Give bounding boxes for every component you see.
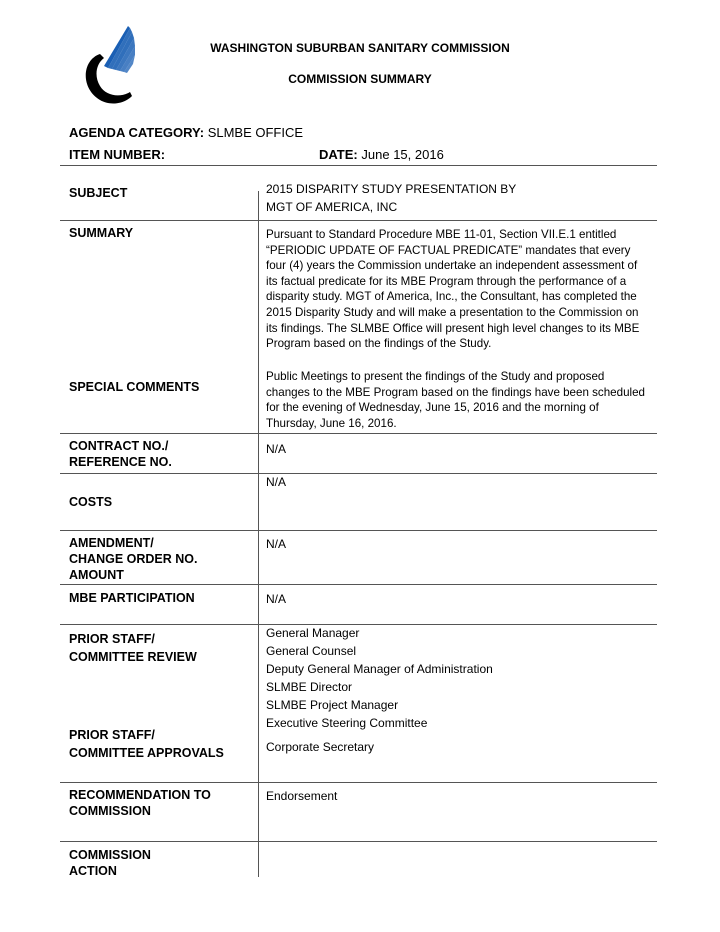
commission-action-label-line: COMMISSION xyxy=(69,848,151,862)
subject-line: 2015 DISPARITY STUDY PRESENTATION BY xyxy=(266,182,517,196)
special-comments-text: Public Meetings to present the findings of the Study and proposed changes to the MBE Program based on the findings have been scheduled for the evening of Wednesday, June 15, 2016 and the morning of Thursday, June 16, 2016. xyxy=(266,370,645,430)
prior-review-list xyxy=(266,624,651,732)
divider xyxy=(60,220,657,221)
mbe-participation-value: N/A xyxy=(266,592,287,606)
recommendation-label-line: RECOMMENDATION TO xyxy=(69,788,211,802)
divider xyxy=(60,530,657,531)
amendment-label-line: AMOUNT xyxy=(69,568,124,582)
contract-label-line: CONTRACT NO./ xyxy=(69,439,169,453)
divider xyxy=(60,584,657,585)
agenda-category-value: SLMBE OFFICE xyxy=(207,125,304,140)
amendment-label-line: CHANGE ORDER NO. xyxy=(69,552,198,566)
divider xyxy=(60,433,657,434)
summary-text: Pursuant to Standard Procedure MBE 11-01, Section VII.E.1 entitled “PERIODIC UPDATE OF FACTUAL PREDICATE” mandates that every four (4) years the Commission undertake an independent assessment of its factual predicate for its MBE Program through the performance of a disparity study. MGT of America, Inc., the Consultant, has completed the 2015 Disparity Study and will make a presentation to the Commission on its findings. The SLMBE Office will present high level changes to its MBE Program based on the findings of the Study. xyxy=(266,228,640,351)
prior-approvals-value: Corporate Secretary xyxy=(266,740,375,754)
mbe-participation-label: MBE PARTICIPATION xyxy=(69,591,195,605)
costs-label: COSTS xyxy=(69,495,113,509)
recommendation-label xyxy=(69,787,211,819)
list-item: SLMBE Director xyxy=(266,680,353,694)
agenda-category-label: AGENDA CATEGORY: xyxy=(69,125,205,140)
divider xyxy=(60,841,657,842)
list-item: General Manager xyxy=(266,626,360,640)
subject-line: MGT OF AMERICA, INC xyxy=(266,200,398,214)
prior-review-label-line: COMMITTEE REVIEW xyxy=(69,650,197,664)
list-item: General Counsel xyxy=(266,644,357,658)
contract-label-line: REFERENCE NO. xyxy=(69,455,172,469)
costs-value: N/A xyxy=(266,475,287,489)
divider xyxy=(60,165,657,166)
prior-approvals-label xyxy=(69,726,224,762)
column-divider xyxy=(258,191,259,877)
divider xyxy=(60,782,657,783)
prior-approvals-label-line: COMMITTEE APPROVALS xyxy=(69,746,224,760)
commission-action-label xyxy=(69,847,151,879)
document-title: COMMISSION SUMMARY xyxy=(288,72,432,86)
subject-value xyxy=(266,180,651,216)
list-item: SLMBE Project Manager xyxy=(266,698,399,712)
amendment-value: N/A xyxy=(266,537,287,551)
amendment-label-line: AMENDMENT/ xyxy=(69,536,154,550)
item-number-label: ITEM NUMBER: xyxy=(69,147,166,162)
prior-review-label-line: PRIOR STAFF/ xyxy=(69,632,155,646)
summary-label: SUMMARY xyxy=(69,226,134,240)
prior-approvals-label-line: PRIOR STAFF/ xyxy=(69,728,155,742)
date-field xyxy=(319,147,444,162)
date-label: DATE: xyxy=(319,147,358,162)
commission-action-label-line: ACTION xyxy=(69,864,117,878)
contract-label xyxy=(69,438,172,470)
amendment-label xyxy=(69,535,197,583)
recommendation-label-line: COMMISSION xyxy=(69,804,151,818)
special-comments-label: SPECIAL COMMENTS xyxy=(69,380,200,394)
agenda-category xyxy=(69,125,303,140)
date-value: June 15, 2016 xyxy=(361,147,444,162)
recommendation-value: Endorsement xyxy=(266,789,338,803)
contract-value: N/A xyxy=(266,442,287,456)
prior-review-label xyxy=(69,630,197,666)
list-item: Deputy General Manager of Administration xyxy=(266,662,493,676)
organization-name: WASHINGTON SUBURBAN SANITARY COMMISSION xyxy=(210,41,510,55)
list-item: Executive Steering Committee xyxy=(266,716,428,730)
subject-label: SUBJECT xyxy=(69,186,128,200)
wssc-logo-icon xyxy=(80,22,142,108)
